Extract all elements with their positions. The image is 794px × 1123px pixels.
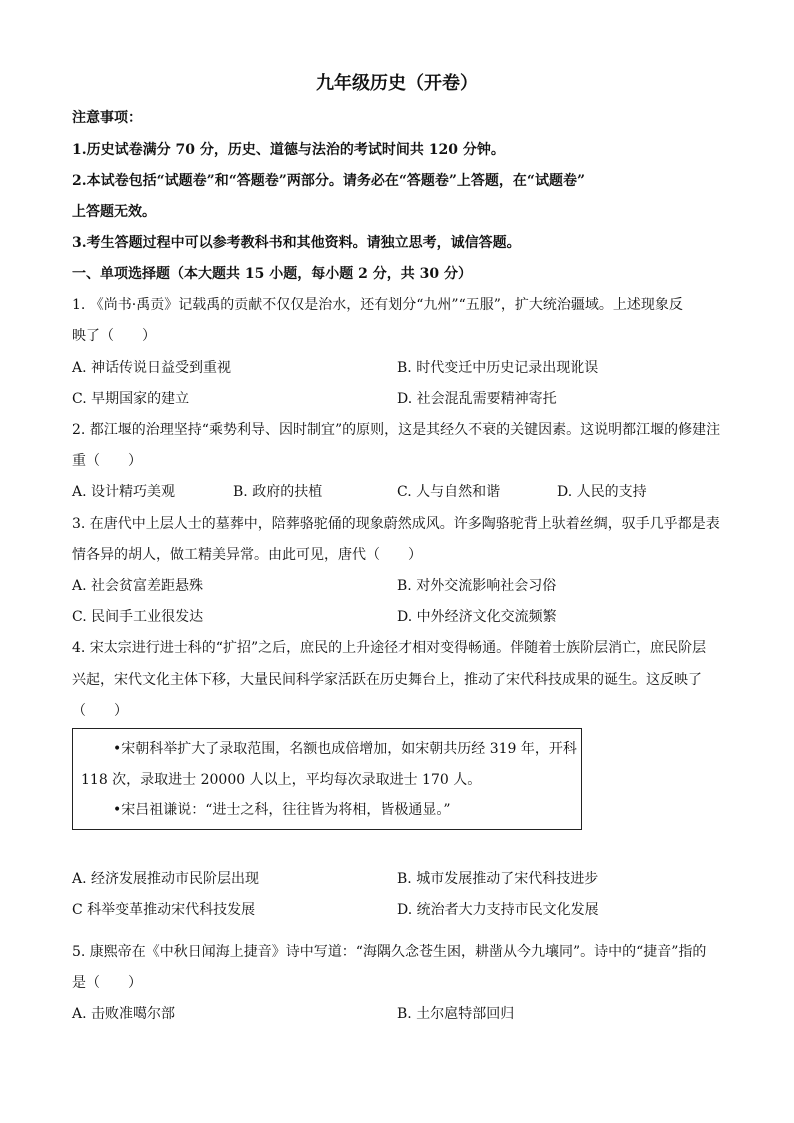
q3-option-b: B. 对外交流影响社会习俗 [397,578,557,594]
q4-stem-line-3: （ ） [72,703,128,719]
q4-option-b: B. 城市发展推动了宋代科技进步 [397,871,599,887]
q4-option-d: D. 统治者大力支持市民文化发展 [397,902,599,918]
q2-option-c: C. 人与自然和谐 [397,484,501,500]
q4-option-c: C 科举变革推动宋代科技发展 [72,902,256,918]
q5-option-a: A. 击败准噶尔部 [72,1006,176,1022]
q2-option-b: B. 政府的扶植 [233,484,323,500]
q4-material-line-2: 118 次，录取进士 20000 人以上，平均每次录取进士 170 人。 [81,772,482,788]
q4-stem-line-2: 兴起，宋代文化主体下移，大量民间科学家活跃在历史舞台上，推动了宋代科技成果的诞生。这反映了 [72,672,702,688]
notice-heading: 注意事项： [72,110,142,126]
q5-option-b: B. 土尔扈特部回归 [397,1006,515,1022]
q1-option-c: C. 早期国家的建立 [72,391,190,407]
q4-material-line-1: •宋朝科举扩大了录取范围，名额也成倍增加，如宋朝共历经 319 年，开科 [113,741,577,757]
q2-stem-line-2: 重（ ） [72,453,142,469]
page-title: 九年级历史（开卷） [316,73,478,94]
q2-option-a: A. 设计精巧美观 [72,484,176,500]
section-heading: 一、单项选择题（本大题共 15 小题，每小题 2 分，共 30 分） [72,266,472,282]
q1-stem-line-2: 映了（ ） [72,328,156,344]
q5-stem-line-2: 是（ ） [72,975,142,991]
q4-option-a: A. 经济发展推动市民阶层出现 [72,871,260,887]
notice-item-2-cont: 上答题无效。 [72,204,156,220]
q1-stem-line-1: 1. 《尚书·禹贡》记载禹的贡献不仅仅是治水，还有划分“九州”“五服”，扩大统治疆域。上述现象反 [72,297,683,313]
q3-option-c: C. 民间手工业很发达 [72,609,204,625]
q3-stem-line-2: 情各异的胡人，做工精美异常。由此可见，唐代（ ） [72,547,422,563]
q3-stem-line-1: 3. 在唐代中上层人士的墓葬中，陪葬骆驼俑的现象蔚然成风。许多陶骆驼背上驮着丝绸，驭手几乎都是表 [72,516,720,532]
notice-item-3: 3.考生答题过程中可以参考教科书和其他资料。请独立思考，诚信答题。 [72,235,521,251]
q1-option-b: B. 时代变迁中历史记录出现讹误 [397,360,599,376]
q4-material-line-3: •宋吕祖谦说：“进士之科，往往皆为将相，皆极通显。” [113,802,451,818]
notice-item-1: 1.历史试卷满分 70 分，历史、道德与法治的考试时间共 120 分钟。 [72,142,505,158]
q2-option-d: D. 人民的支持 [557,484,647,500]
q4-stem-line-1: 4. 宋太宗进行进士科的“扩招”之后，庶民的上升途径才相对变得畅通。伴随着士族阶层消亡，庶民阶层 [72,640,707,656]
q1-option-a: A. 神话传说日益受到重视 [72,360,232,376]
q3-option-a: A. 社会贫富差距悬殊 [72,578,204,594]
q5-stem-line-1: 5. 康熙帝在《中秋日闻海上捷音》诗中写道：“海隅久念苍生困，耕凿从今九壤同”。诗中的“捷音”指的 [72,944,707,960]
q1-option-d: D. 社会混乱需要精神寄托 [397,391,557,407]
q4-material-box [72,728,582,830]
notice-item-2: 2.本试卷包括“试题卷”和“答题卷”两部分。请务必在“答题卷”上答题，在“试题卷” [72,173,586,189]
q3-option-d: D. 中外经济文化交流频繁 [397,609,557,625]
q2-stem-line-1: 2. 都江堰的治理坚持“乘势利导、因时制宜”的原则，这是其经久不衰的关键因素。这说明都江堰的修建注 [72,422,721,438]
